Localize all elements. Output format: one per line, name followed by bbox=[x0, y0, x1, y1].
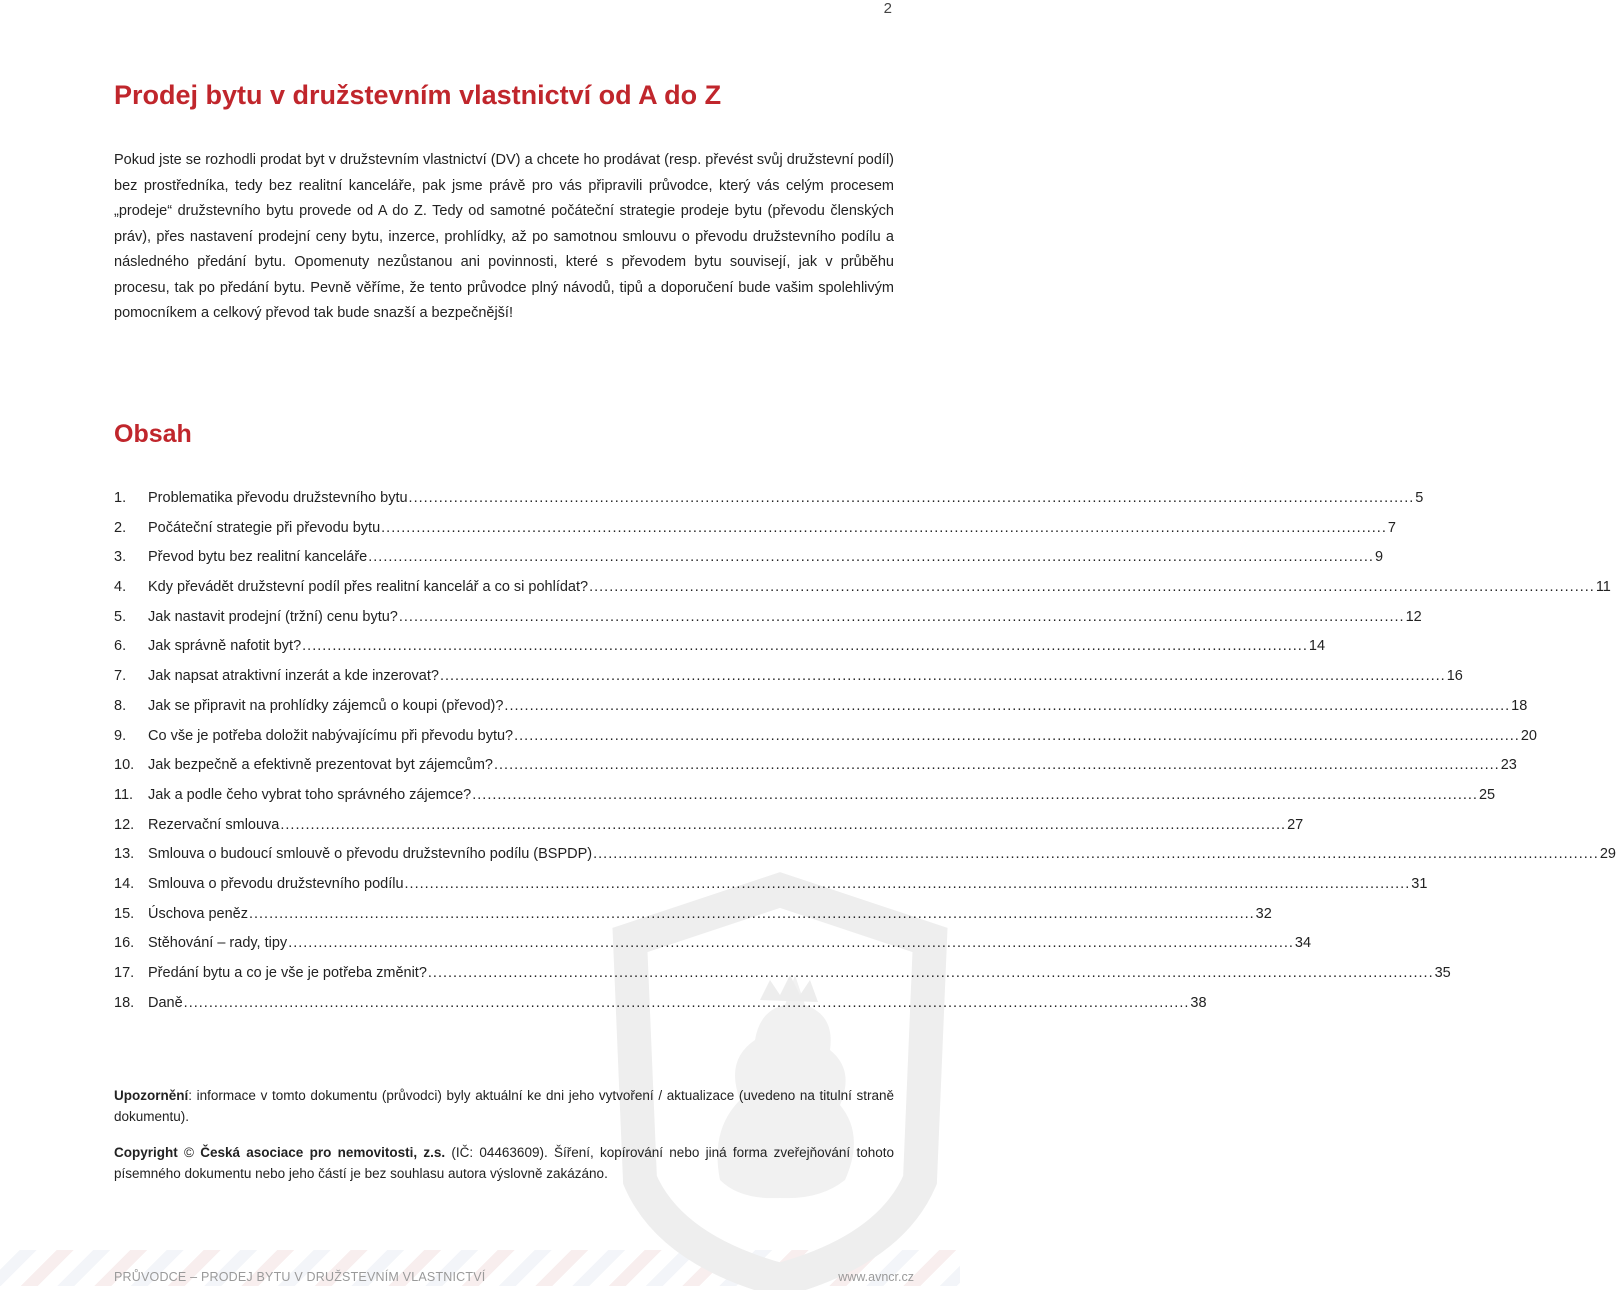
page-number: 2 bbox=[883, 0, 892, 17]
toc-leader-dots: ........................................................................................................................................................................................................ bbox=[404, 875, 1411, 892]
toc-heading: Obsah bbox=[114, 420, 192, 448]
toc-item-number: 8. bbox=[114, 697, 127, 714]
toc-leader-dots: ........................................................................................................................................................................................................ bbox=[493, 757, 1500, 774]
toc-item-page: 25 bbox=[1478, 786, 1496, 803]
toc-item-title: Jak nastavit prodejní (tržní) cenu bytu? bbox=[148, 608, 398, 625]
copyright-prefix: Copyright bbox=[114, 1145, 185, 1160]
copyright-text: (IČ: 04463609). Šíření, kopírování nebo jiná forma zveřejňování tohoto písemného dokumentu nebo jeho částí je bez souhlasu autora výslovně zakázáno. bbox=[114, 1145, 894, 1181]
toc-item-title: Kdy převádět družstevní podíl přes realitní kancelář a co si pohlídat? bbox=[148, 579, 589, 596]
toc-item-title: Problematika převodu družstevního bytu bbox=[148, 490, 408, 506]
toc-item-title: Úschova peněz bbox=[148, 905, 248, 922]
toc-leader-dots: ........................................................................................................................................................................................................ bbox=[472, 786, 1478, 803]
footer-website-link[interactable]: www.avncr.cz bbox=[838, 1270, 914, 1284]
toc-item-number: 16. bbox=[114, 935, 135, 952]
toc-leader-dots: ........................................................................................................................................................................................................ bbox=[302, 638, 1308, 655]
disclaimer-text: : informace v tomto dokumentu (průvodci) byly aktuální ke dni jeho vytvoření / aktualizace (uvedeno na titulní straně dokumentu). bbox=[114, 1088, 894, 1124]
toc-item[interactable] bbox=[114, 608, 1422, 639]
toc-item-number: 15. bbox=[114, 905, 135, 922]
toc-item[interactable] bbox=[114, 935, 1312, 965]
toc-item-number: 9. bbox=[114, 727, 127, 744]
toc-item-number: 18. bbox=[114, 994, 135, 1011]
toc-item-title: Počáteční strategie při převodu bytu bbox=[148, 519, 381, 536]
toc-item[interactable] bbox=[114, 875, 1428, 906]
toc-item-number: 11. bbox=[114, 786, 134, 803]
toc-item-page: 9 bbox=[1374, 549, 1384, 566]
toc-item-page: 16 bbox=[1446, 668, 1463, 685]
toc-item-title: Jak bezpečně a efektivně prezentovat byt zájemcům? bbox=[148, 757, 493, 774]
toc-item-number: 12. bbox=[114, 816, 135, 833]
document-title: Prodej bytu v družstevním vlastnictví od A do Z bbox=[114, 80, 722, 110]
toc-item-number: 17. bbox=[114, 965, 135, 981]
toc-item-page: 5 bbox=[1415, 490, 1424, 506]
toc-leader-dots: ........................................................................................................................................................................................................ bbox=[504, 697, 1511, 714]
toc-item-page: 32 bbox=[1255, 905, 1272, 922]
toc-item[interactable] bbox=[114, 727, 1537, 758]
toc-item-number: 1. bbox=[114, 490, 127, 506]
toc-item-title: Jak a podle čeho vybrat toho správného zájemce? bbox=[148, 786, 472, 803]
disclaimer-label: Upozornění bbox=[114, 1088, 189, 1103]
toc-leader-dots: ........................................................................................................................................................................................................ bbox=[248, 905, 1255, 922]
toc-leader-dots: ........................................................................................................................................................................................................ bbox=[427, 965, 1434, 981]
toc-item[interactable] bbox=[114, 965, 1451, 995]
toc-item-number: 13. bbox=[114, 846, 135, 863]
toc-item[interactable] bbox=[114, 846, 1616, 876]
toc-leader-dots: ........................................................................................................................................................................................................ bbox=[439, 668, 1446, 685]
toc-item-page: 23 bbox=[1500, 757, 1517, 774]
toc-leader-dots: ........................................................................................................................................................................................................ bbox=[514, 727, 1520, 744]
toc-leader-dots: ........................................................................................................................................................................................................ bbox=[183, 994, 1190, 1011]
toc-item[interactable] bbox=[114, 697, 1528, 728]
toc-item-title: Stěhování – rady, tipy bbox=[148, 935, 288, 952]
toc-item[interactable] bbox=[114, 786, 1496, 817]
toc-leader-dots: ........................................................................................................................................................................................................ bbox=[381, 519, 1387, 536]
toc-item[interactable] bbox=[114, 579, 1611, 609]
toc-item-page: 35 bbox=[1434, 965, 1451, 981]
toc-item-page: 31 bbox=[1411, 875, 1428, 892]
toc-item[interactable] bbox=[114, 490, 1424, 520]
toc-item-number: 14. bbox=[114, 875, 135, 892]
toc-item-number: 4. bbox=[114, 579, 127, 596]
toc-item-title: Jak se připravit na prohlídky zájemců o koupi (převod)? bbox=[148, 697, 504, 714]
toc-item[interactable] bbox=[114, 519, 1396, 550]
toc-item[interactable] bbox=[114, 638, 1326, 668]
toc-item-page: 29 bbox=[1599, 846, 1616, 863]
toc-item-title: Smlouva o převodu družstevního podílu bbox=[148, 875, 404, 892]
toc-item-number: 7. bbox=[114, 668, 127, 685]
toc-item-number: 2. bbox=[114, 519, 127, 536]
intro-paragraph: Pokud jste se rozhodli prodat byt v družstevním vlastnictví (DV) a chcete ho prodávat (resp. převést svůj družstevní podíl) bez prostředníka, tedy bez realitní kanceláře, pak jsme právě pro vás připravili průvodce, který vás celým procesem „prodeje“ družstevního bytu provede od A do Z. Tedy od samotné počáteční strategie prodeje bytu (převodu členských práv), přes nastavení prodejní ceny bytu, inzerce, prohlídky, až po samotnou smlouvu o převodu družstevního podílu a následného předání bytu. Opomenuty nezůstanou ani povinnosti, které s převodem bytu souvisejí, jak v průběhu procesu, tak po předání bytu. Pevně věříme, že tento průvodce plný návodů, tipů a doporučení bude vašim spolehlivým pomocníkem a celkový převod tak bude snazší a bezpečnější! bbox=[114, 152, 894, 321]
toc-item-title: Předání bytu a co je vše je potřeba změnit? bbox=[148, 965, 427, 981]
disclaimer-note bbox=[114, 1085, 894, 1127]
toc-item-number: 5. bbox=[114, 608, 127, 625]
footer-document-name: PRŮVODCE – PRODEJ BYTU V DRUŽSTEVNÍM VLASTNICTVÍ bbox=[114, 1270, 486, 1284]
toc-item-title: Rezervační smlouva bbox=[148, 816, 280, 833]
toc-leader-dots: ........................................................................................................................................................................................................ bbox=[408, 490, 1415, 506]
toc-item-title: Jak správně nafotit byt? bbox=[148, 638, 302, 655]
toc-item-title: Daně bbox=[148, 994, 183, 1011]
toc-leader-dots: ........................................................................................................................................................................................................ bbox=[589, 579, 1595, 596]
toc-item-title: Co vše je potřeba doložit nabývajícímu při převodu bytu? bbox=[148, 727, 514, 744]
toc-item-page: 27 bbox=[1287, 816, 1304, 833]
toc-item-page: 18 bbox=[1511, 697, 1528, 714]
toc-item-page: 11 bbox=[1595, 579, 1611, 596]
toc-item-page: 14 bbox=[1308, 638, 1326, 655]
toc-item-title: Jak napsat atraktivní inzerát a kde inzerovat? bbox=[148, 668, 439, 685]
toc-item-number: 10. bbox=[114, 757, 135, 774]
toc-item[interactable] bbox=[114, 549, 1384, 579]
toc-item-page: 12 bbox=[1405, 608, 1422, 625]
copyright-notice bbox=[114, 1142, 894, 1184]
toc-leader-dots: ........................................................................................................................................................................................................ bbox=[280, 816, 1287, 833]
toc-item[interactable] bbox=[114, 905, 1272, 936]
toc-item[interactable] bbox=[114, 668, 1463, 698]
toc-leader-dots: ........................................................................................................................................................................................................ bbox=[368, 549, 1374, 566]
toc-item-page: 7 bbox=[1387, 519, 1396, 536]
toc-item-page: 38 bbox=[1190, 994, 1207, 1011]
toc-item-page: 34 bbox=[1294, 935, 1312, 952]
toc-item-title: Smlouva o budoucí smlouvě o převodu družstevního podílu (BSPDP) bbox=[148, 846, 593, 863]
copyright-symbol: © bbox=[184, 1145, 194, 1160]
toc-item[interactable] bbox=[114, 757, 1517, 787]
toc-item-page: 20 bbox=[1520, 727, 1537, 744]
toc-leader-dots: ........................................................................................................................................................................................................ bbox=[593, 846, 1599, 863]
toc-leader-dots: ........................................................................................................................................................................................................ bbox=[288, 935, 1294, 952]
table-of-contents bbox=[114, 490, 1616, 1024]
toc-item[interactable] bbox=[114, 994, 1207, 1025]
toc-item[interactable] bbox=[114, 816, 1304, 847]
toc-item-number: 3. bbox=[114, 549, 127, 566]
toc-leader-dots: ........................................................................................................................................................................................................ bbox=[398, 608, 1405, 625]
toc-item-title: Převod bytu bez realitní kanceláře bbox=[148, 549, 368, 566]
copyright-organization: Česká asociace pro nemovitosti, z.s. bbox=[193, 1145, 446, 1160]
toc-item-number: 6. bbox=[114, 638, 127, 655]
